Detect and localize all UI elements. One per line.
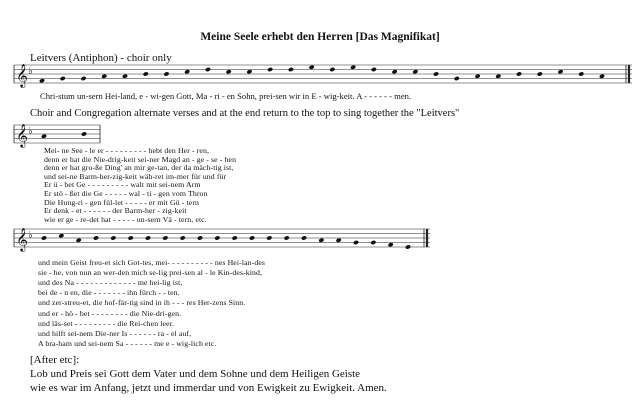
note-head [474,74,480,79]
note-head [232,235,238,240]
note-head [433,71,439,76]
note-head [353,240,359,245]
note-head [288,67,294,72]
verse-line-b-3: und des Na - - - - - - - - - - - - - me hei-lig ist, [38,278,183,288]
flat-icon: ♭ [28,126,33,137]
note-head [163,71,169,76]
note-head [578,71,584,76]
verse-line-b-8: und hilft sei-nem Die-ner Is - - - - - - ra - el auf, [38,328,192,338]
note-head [329,67,335,72]
staff-antiphon [14,63,632,88]
note-head [405,244,411,249]
note-head [309,65,315,70]
note-head [516,71,522,76]
note-head [101,74,107,79]
verse-line-6: Er stö - ßet die Ge - - - - - wal - ti - gen vom Thron [44,189,208,198]
note-head [412,69,418,74]
verse-line-b-2: sie - he, von nun an wer-den mich se-lig prei-sen al - le Kin-des-kind, [38,268,263,278]
note-head [350,65,356,70]
note-head [110,235,116,240]
verse-line-b-4: bei de - n en, die - - - - - - - ihn fürch - - ten. [38,288,180,298]
note-head [60,76,66,81]
note-head [58,233,64,238]
note-head [557,69,563,74]
note-head [226,69,232,74]
note-head [391,69,397,74]
note-head [184,69,190,74]
verse-line-b-9: A bra-ham und sei-nem Sa - - - - - - me e - wig-lich etc. [38,338,217,348]
verse-line-9: wie er ge - re-det hat - - - - - un-sern Vä - tern, etc. [44,214,207,224]
note-head [301,235,307,240]
note-head [495,74,501,79]
section-label-antiphon: Leitvers (Antiphon) - choir only [30,52,172,64]
note-head [143,71,149,76]
note-head [145,235,151,240]
treble-clef-icon: 𝄞 [16,123,28,147]
flat-icon: ♭ [28,66,33,77]
verse-line-8: Er denk - et - - - - - - der Barm-her - zig-keit [44,206,187,216]
note-head [318,238,324,243]
note-head [214,235,220,240]
note-head [81,131,87,136]
section-label-verses: Choir and Congregation alternate verses and at the end return to the top to sing together the "Leitvers" [30,108,460,119]
doxology-line-2: wie es war im Anfang, jetzt und immerdar und von Ewigkeit zu Ewigkeit. Amen. [30,382,387,394]
note-head [128,235,134,240]
note-head [266,235,272,240]
verse-line-b-5: und zer-streu-et, die hof-fär-tig sind in ih - - - res Her-zens Sinn. [38,298,246,308]
note-head [370,240,376,245]
doxology-line-1: Lob und Preis sei Gott dem Vater und dem Sohne und dem Heiligen Geiste [30,368,361,380]
staff-verses-a [14,123,100,148]
note-head [93,235,99,240]
note-head [180,235,186,240]
note-head [41,235,47,240]
verse-line-4: und sei-ne Barm-her-zig-keit wäh-ret im-mer für und für [44,171,227,181]
note-head [267,67,273,72]
note-head [122,74,128,79]
note-head [599,74,605,79]
note-head [284,235,290,240]
verse-line-b-1: und mein Geist freu-et sich Got-tes, mei- - - - - - - - - - nes Hei-lan-des [38,258,266,267]
note-head [371,67,377,72]
note-head [454,76,460,81]
after-note: [After etc]: [30,354,80,366]
verse-line-2: denn er hat die Nie-drig-keit sei-ner Magd an - ge - se - hen [44,154,237,164]
note-head [537,71,543,76]
verse-line-1: Mei- ne See - le er - - - - - - - - - hebt den Her - ren, [44,146,210,155]
note-head [162,235,168,240]
verse-line-b-6: und er - hö - bet - - - - - - - - die Nie-dri-gen. [38,308,182,318]
note-head [41,134,47,139]
staff-verses-b [14,227,430,252]
treble-clef-icon: 𝄞 [16,227,28,251]
treble-clef-icon: 𝄞 [16,63,28,87]
note-head [336,238,342,243]
note-head [197,235,203,240]
note-head [39,78,45,83]
antiphon-lyrics: Chri-stum un-sern Hei-land, e - wi-gen Gott, Ma - ri - en Sohn, prei-sen wir in E - wig-keit. A - - - - - - men. [40,91,412,101]
hymn-title: Meine Seele erhebt den Herren [Das Magnifikat] [200,31,440,43]
verse-line-5: Er ü - bet Ge - - - - - - - - - walt mit sei-nem Arm [44,180,201,190]
note-head [205,67,211,72]
verse-line-b-7: und läs-set - - - - - - - - - die Rei-chen leer. [38,318,174,328]
note-head [388,242,394,247]
flat-icon: ♭ [28,230,33,241]
note-head [80,76,86,81]
note-head [76,238,82,243]
note-head [249,235,255,240]
note-head [246,69,252,74]
verse-line-7: Die Hung-ri - gen fül-let - - - - - er mit Gü - tern [44,197,200,207]
verse-line-3: denn er hat gro-ße Ding' an mir ge-tan, der da mäch-tig ist, [44,163,234,173]
